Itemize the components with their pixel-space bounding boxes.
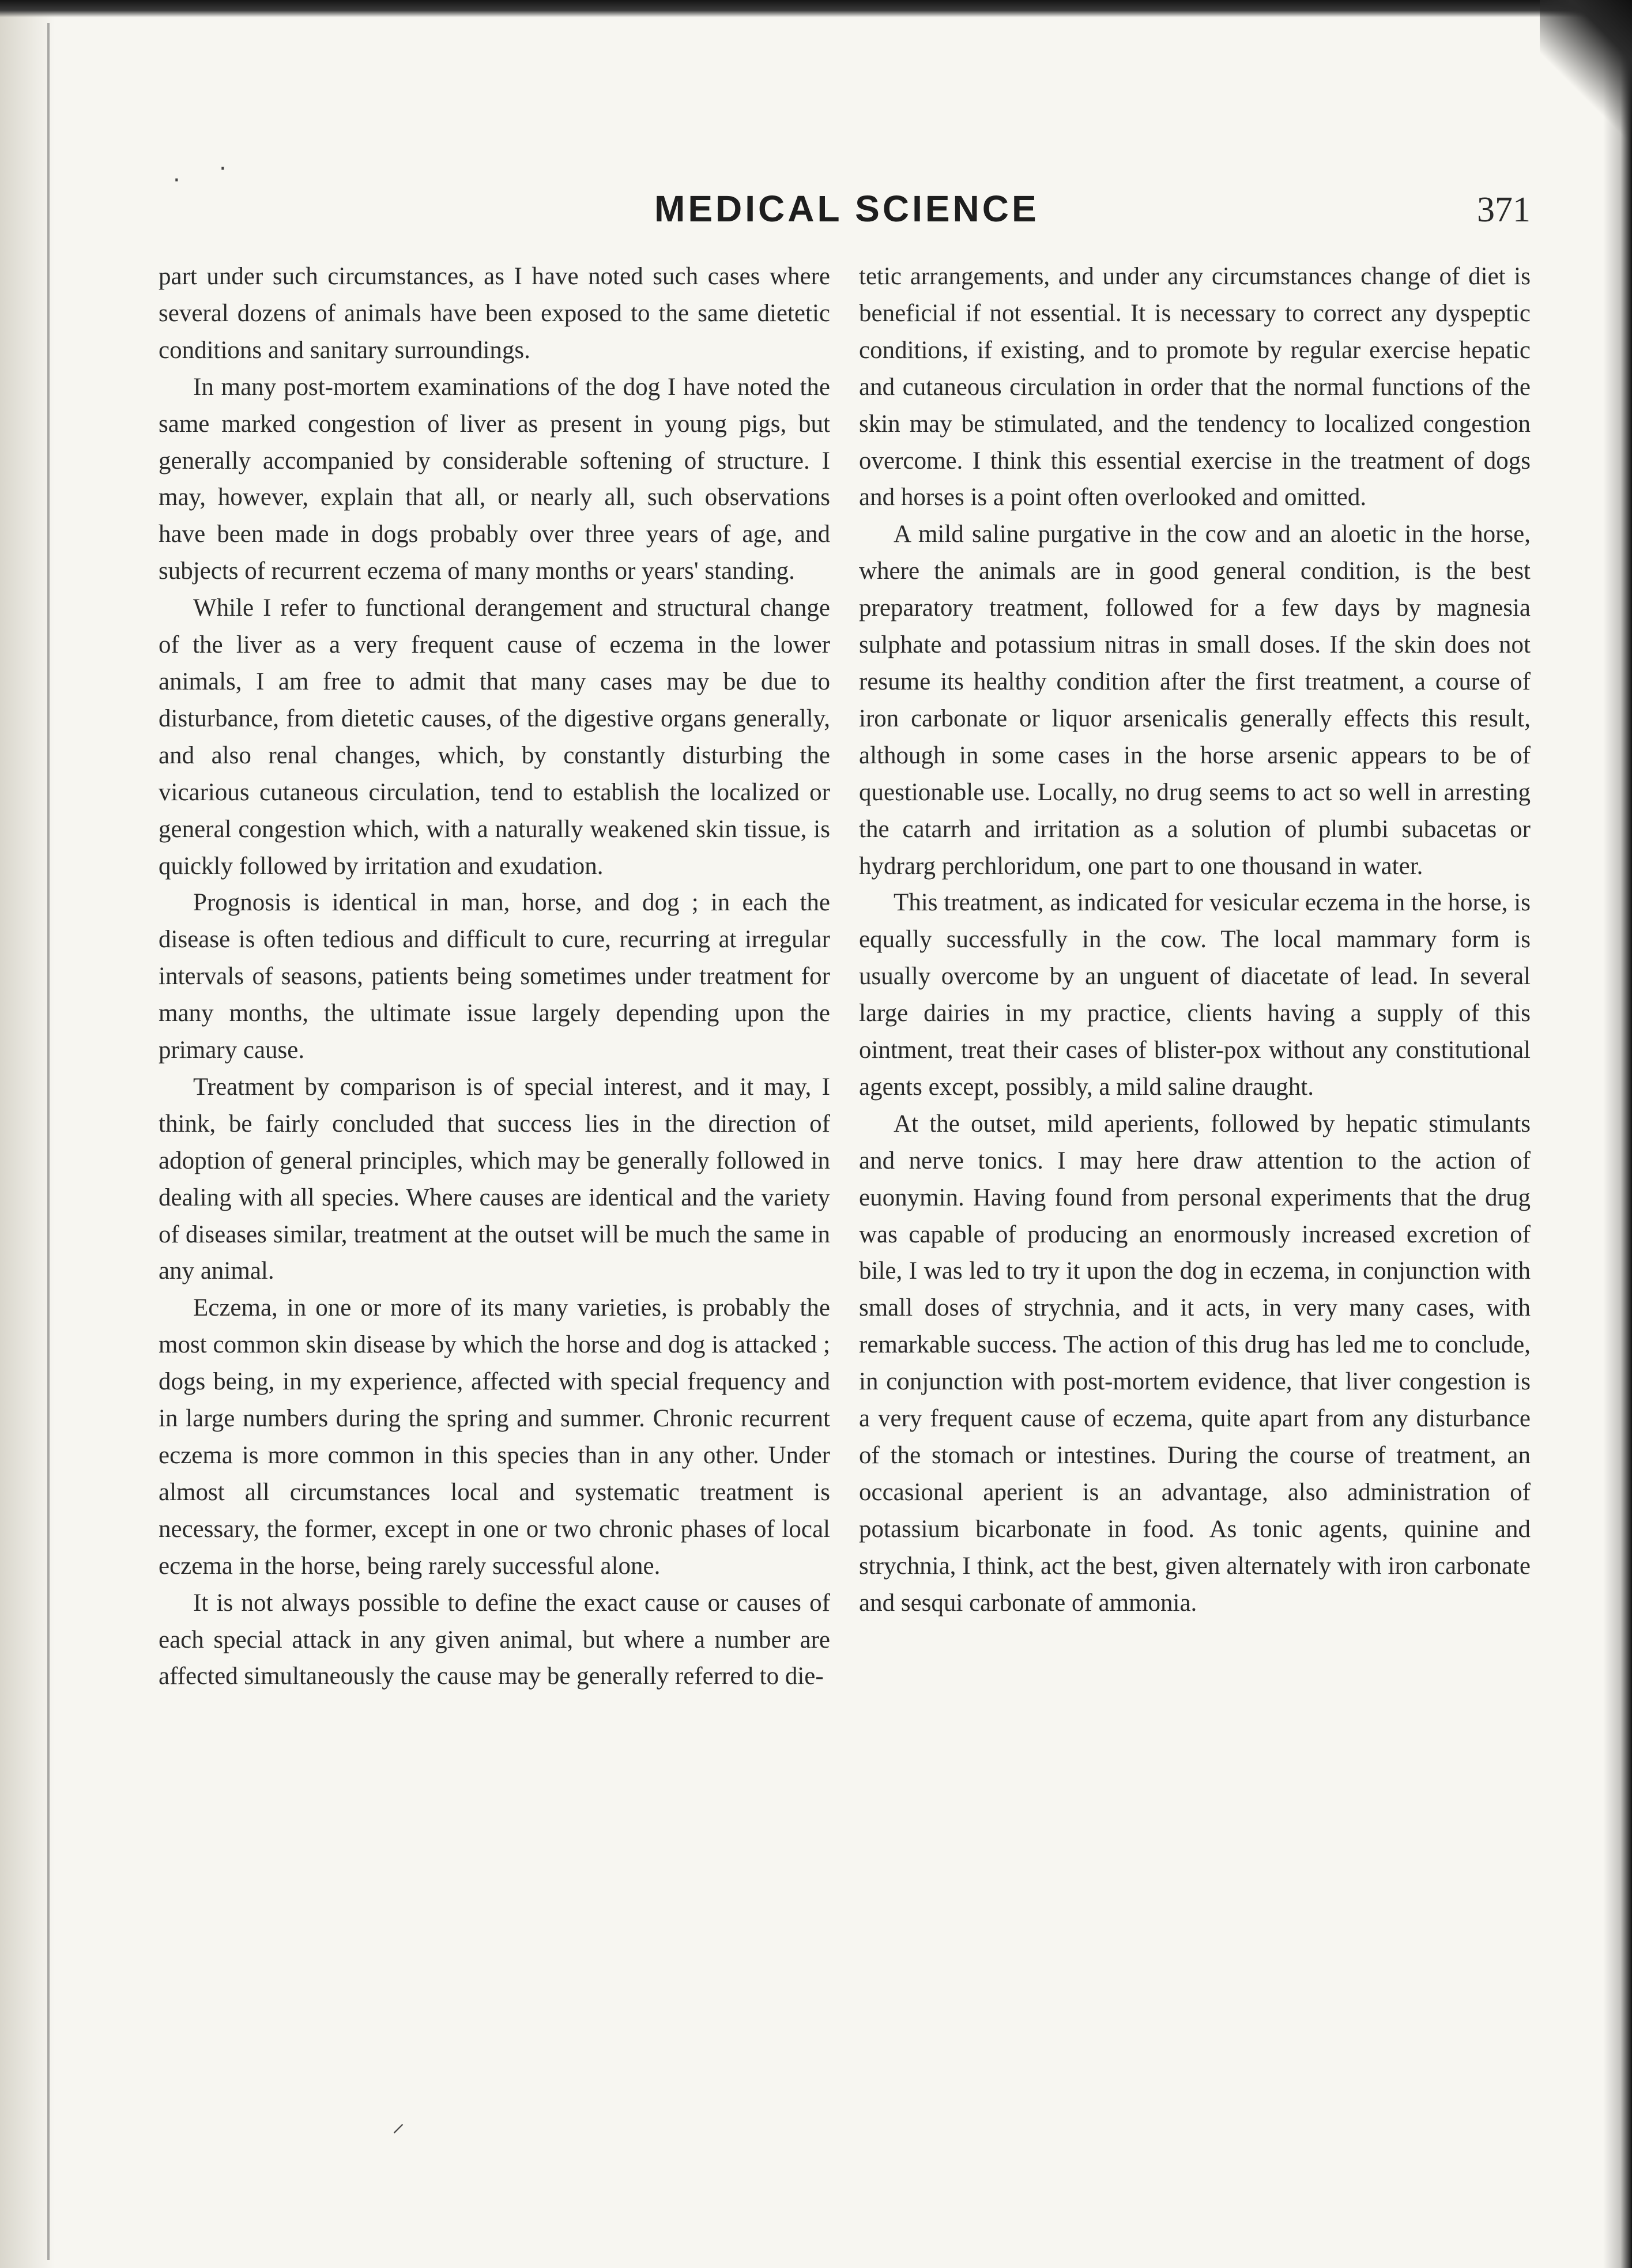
right-column bbox=[859, 258, 1531, 1622]
page-top-edge-shadow bbox=[0, 0, 1632, 17]
paragraph: Treatment by comparison is of special interest, and it may, I think, be fairly concluded that success lies in the direction of adoption of general principles, which may be generally followed in dealing with all species. Where causes are identical and the variety of diseases similar, treatment at the outset will be much the same in any animal. bbox=[159, 1073, 830, 1285]
paragraph: Eczema, in one or more of its many varieties, is probably the most common skin disease by which the horse and dog is attacked ; dogs being, in my experience, affected with special frequency and in large numbers during the spring and summer. Chronic recurrent eczema is more common in this species than in any other. Under almost all circumstances local and systematic treatment is necessary, the former, except in one or two chronic phases of local eczema in the horse, being rarely successful alone. bbox=[159, 1294, 830, 1580]
left-column bbox=[159, 258, 830, 1695]
page-corner-shadow bbox=[1540, 0, 1632, 150]
page-right-edge-shadow bbox=[1603, 0, 1632, 2268]
paragraph: This treatment, as indicated for vesicular eczema in the horse, is equally successfully in the cow. The local mammary form is usually overcome by an unguent of diacetate of lead. In several large dairies in my practice, clients having a supply of this ointment, treat their cases of blister-pox without any constitutional agents except, possibly, a mild saline draught. bbox=[859, 889, 1531, 1101]
pencil-mark: ⸝ bbox=[392, 2108, 405, 2138]
page-number: 371 bbox=[1477, 190, 1531, 229]
paragraph: It is not always possible to define the exact cause or causes of each special attack in any given animal, but where a number are affected simultaneously the cause may be generally referred to die- bbox=[159, 1589, 830, 1690]
paragraph: In many post-mortem examinations of the dog I have noted the same marked congestion of liver as present in young pigs, but generally accompanied by considerable softening of structure. I may, however, explain that all, or nearly all, such observations have been made in dogs probably over three years of age, and subjects of recurrent eczema of many months or years' standing. bbox=[159, 373, 830, 585]
speck-mark: · bbox=[173, 167, 180, 194]
paragraph: tetic arrangements, and under any circumstances change of diet is beneficial if not essential. It is necessary to correct any dyspeptic conditions, if existing, and to promote by regular exercise hepatic and cutaneous circulation in order that the normal functions of the skin may be stimulated, and the tendency to localized congestion overcome. I think this essential exercise in the treatment of dogs and horses is a point often overlooked and omitted. bbox=[859, 263, 1531, 511]
binding-line bbox=[47, 23, 50, 2260]
paragraph: A mild saline purgative in the cow and an aloetic in the horse, where the animals are in good general condition, is the best preparatory treatment, followed for a few days by magnesia sulphate and potassium nitras in small doses. If the skin does not resume its healthy condition after the first treatment, a course of iron carbonate or liquor arsenicalis generally effects this result, although in some cases in the horse arsenic appears to be of questionable use. Locally, no drug seems to act so well in arresting the catarrh and irritation as a solution of plumbi subacetas or hydrarg perchloridum, one part to one thousand in water. bbox=[859, 521, 1531, 880]
paragraph: At the outset, mild aperients, followed by hepatic stimulants and nerve tonics. I may here draw attention to the action of euonymin. Having found from personal experiments that the drug was capable of producing an enormously increased excretion of bile, I was led to try it upon the dog in eczema, in conjunction with small doses of strychnia, and it acts, in very many cases, with remarkable success. The action of this drug has led me to conclude, in conjunction with post-mortem evidence, that liver congestion is a very frequent cause of eczema, quite apart from any disturbance of the stomach or intestines. During the course of treatment, an occasional aperient is an advantage, also administration of potassium bicarbonate in food. As tonic agents, quinine and strychnia, I think, act the best, given alternately with iron carbonate and sesqui carbonate of ammonia. bbox=[859, 1110, 1531, 1617]
page-header bbox=[159, 187, 1531, 233]
paragraph: part under such circumstances, as I have noted such cases where several dozens of animals have been exposed to the same dietetic conditions and sanitary surroundings. bbox=[159, 263, 830, 364]
running-title: MEDICAL SCIENCE bbox=[654, 188, 1039, 229]
paragraph: Prognosis is identical in man, horse, and dog ; in each the disease is often tedious and difficult to cure, recurring at irregular intervals of seasons, patients being sometimes under treatment for many months, the ultimate issue largely depending upon the primary cause. bbox=[159, 889, 830, 1064]
page-left-edge-shadow bbox=[0, 0, 55, 2268]
speck-mark: · bbox=[219, 156, 227, 182]
paragraph: While I refer to functional derangement and structural change of the liver as a very frequent cause of eczema in the lower animals, I am free to admit that many cases may be due to disturbance, from dietetic causes, of the digestive organs generally, and also renal changes, which, by constantly disturbing the vicarious cutaneous circulation, tend to establish the localized or general congestion which, with a naturally weakened skin tissue, is quickly followed by irritation and exudation. bbox=[159, 594, 830, 880]
